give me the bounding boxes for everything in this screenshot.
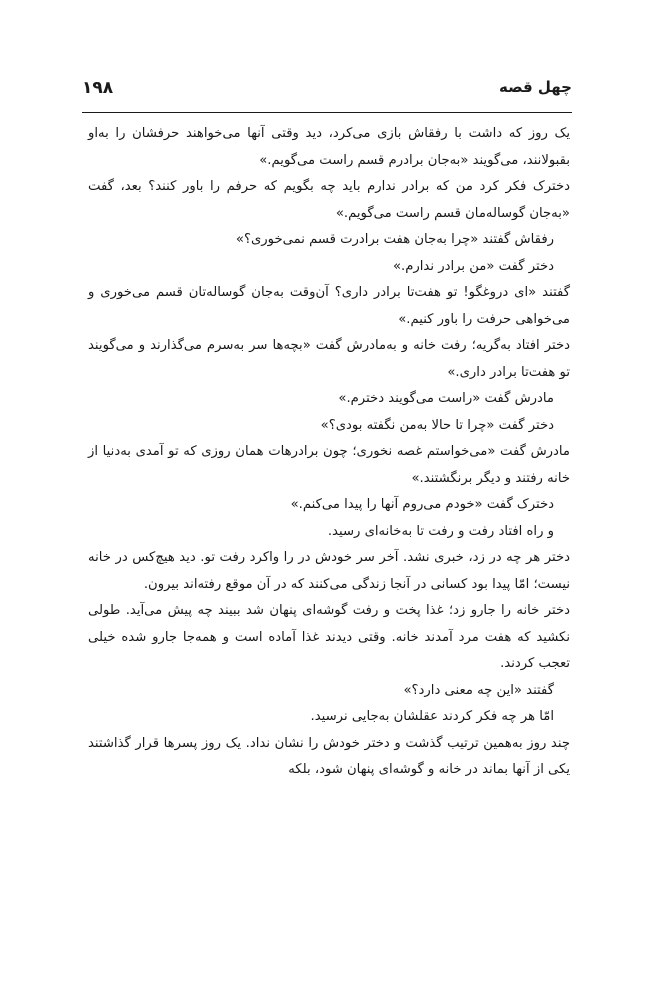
paragraph: رفقاش گفتند «چرا به‌جان هفت برادرت قسم نمی‌خوری؟» bbox=[235, 232, 554, 247]
paragraph: دختر گفت «چرا تا حالا به‌من نگفته بودی؟» bbox=[320, 417, 554, 433]
paragraph: دختر خانه را جارو زد؛ غذا پخت و رفت گوشه‌ای پنهان شد ببیند چه پیش می‌آید. طولی نکشید که هفت مرد آمدند خانه. وقتی دیدند غذا آماده است و همه‌جا جارو شده خیلی تعجب کردند. bbox=[88, 603, 570, 671]
paragraph: چند روز به‌همین ترتیب گذشت و دختر خودش را نشان نداد. یک روز پسرها قرار گذاشتند یکی از آنها بماند در خانه و گوشه‌ای پنهان شود، بلکه bbox=[88, 735, 570, 777]
book-title: چهل قصه bbox=[498, 78, 572, 96]
page-header bbox=[82, 78, 572, 108]
paragraph: مادرش گفت «راست می‌گویند دخترم.» bbox=[338, 391, 554, 406]
body-text bbox=[88, 121, 570, 784]
paragraph: و راه افتاد رفت و رفت تا به‌خانه‌ای رسید. bbox=[327, 523, 554, 539]
paragraph: امّا هر چه فکر کردند عقلشان به‌جایی نرسید. bbox=[310, 709, 554, 724]
paragraph: دخترک فکر کرد من که برادر ندارم باید چه بگویم که حرفم را باور کنند؟ بعد، گفت «به‌جان گوساله‌مان قسم راست می‌گویم.» bbox=[88, 179, 570, 221]
paragraph: یک روز که داشت با رفقاش بازی می‌کرد، دید وقتی آنها می‌خواهند حرفشان را به‌او بقبولانند، می‌گویند «به‌جان برادرم قسم راست می‌گویم.» bbox=[88, 126, 570, 168]
paragraph: دخترک گفت «خودم می‌روم آنها را پیدا می‌کنم.» bbox=[290, 497, 554, 512]
paragraph: گفتند «این چه معنی دارد؟» bbox=[403, 682, 554, 698]
paragraph: مادرش گفت «می‌خواستم غصه نخوری؛ چون برادرهات همان روزی که تو آمدی به‌دنیا از خانه رفتند و دیگر برنگشتند.» bbox=[88, 444, 570, 486]
paragraph: دختر گفت «من برادر ندارم.» bbox=[392, 258, 554, 274]
paragraph: دختر افتاد به‌گریه؛ رفت خانه و به‌مادرش گفت «بچه‌ها سر به‌سرم می‌گذارند و می‌گویند تو هفت‌تا برادر داری.» bbox=[88, 338, 570, 380]
paragraph: گفتند «ای دروغگو! تو هفت‌تا برادر داری؟ آن‌وقت به‌جان گوساله‌تان قسم می‌خوری و می‌خواهی حرفت را باور کنیم.» bbox=[88, 285, 570, 327]
page-number: ۱۹۸ bbox=[82, 78, 114, 98]
paragraph: دختر هر چه در زد، خبری نشد. آخر سر خودش در را واکرد رفت تو. دید هیچ‌کس در خانه نیست؛ امّا پیدا بود کسانی در آنجا زندگی می‌کنند که در آن موقع رفته‌اند بیرون. bbox=[88, 550, 570, 592]
header-rule bbox=[82, 112, 572, 113]
